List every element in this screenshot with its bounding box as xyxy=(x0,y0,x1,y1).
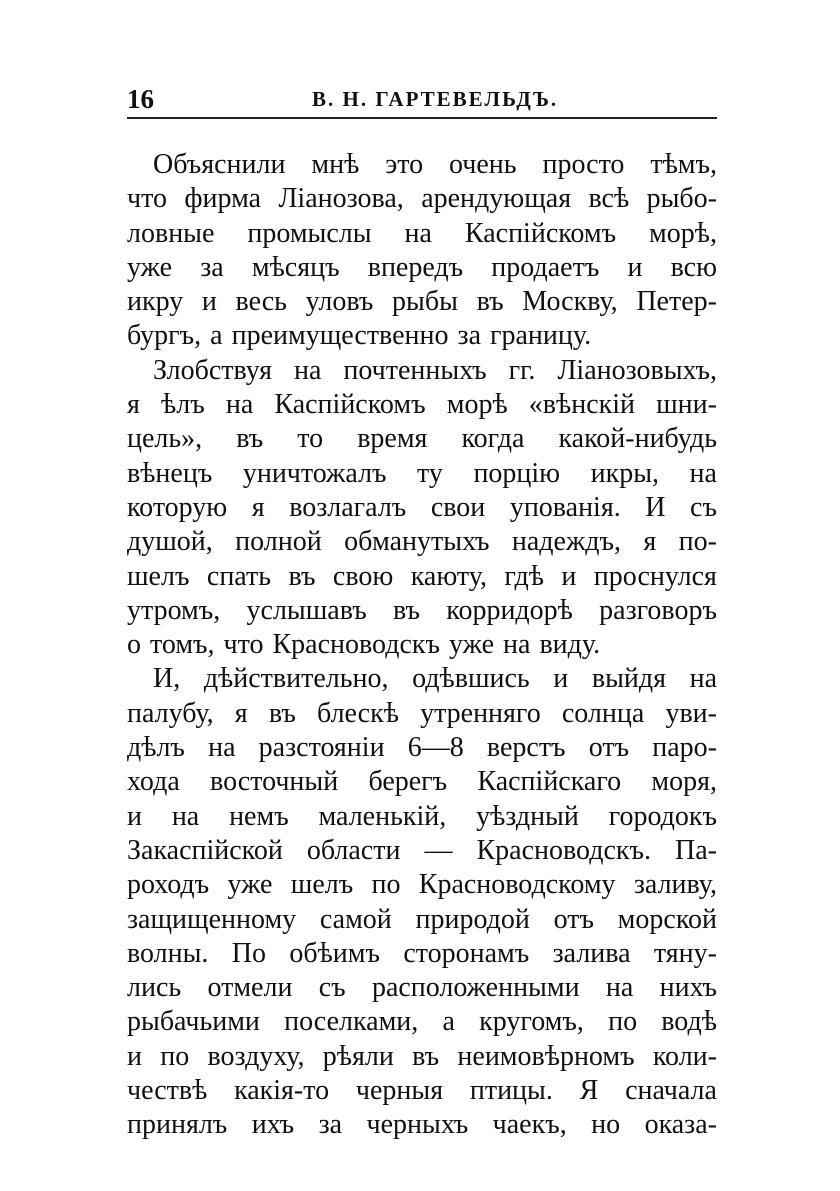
word: восточный xyxy=(210,766,339,798)
word: дѣлъ xyxy=(127,732,185,764)
word: оказа- xyxy=(644,1109,717,1141)
text-line xyxy=(127,319,717,353)
word: И xyxy=(645,491,666,523)
word: 6—8 xyxy=(407,732,464,764)
word: уви- xyxy=(665,697,717,729)
word: на xyxy=(294,354,322,386)
word: промыслы xyxy=(247,217,372,249)
word: впередъ xyxy=(367,251,464,283)
word: Объяснили xyxy=(153,149,286,180)
word: свои xyxy=(430,491,486,523)
word: на xyxy=(689,457,717,489)
text-line xyxy=(127,937,717,971)
word: въ xyxy=(412,1040,440,1072)
word: это xyxy=(385,149,424,180)
word: поселками, xyxy=(284,1006,419,1038)
text-line xyxy=(127,457,717,491)
word: ловные xyxy=(127,217,215,249)
page-number: 16 xyxy=(127,84,154,114)
text-line xyxy=(127,217,717,251)
word: сторонамъ xyxy=(403,937,530,969)
word: шелъ xyxy=(127,560,190,592)
word: по- xyxy=(678,526,717,558)
word: за xyxy=(318,1109,343,1141)
word: свою xyxy=(332,560,394,592)
word: морской xyxy=(617,903,717,935)
word: верстъ xyxy=(486,732,566,764)
word: возлагалъ xyxy=(289,491,407,523)
word: коли- xyxy=(652,1040,717,1072)
word: икры, xyxy=(590,457,660,489)
word: солнца xyxy=(561,697,645,729)
word: тѣмъ, xyxy=(650,149,717,180)
word: бургъ, xyxy=(127,320,202,352)
word: уничтожалъ xyxy=(242,457,387,489)
word: и xyxy=(201,286,217,318)
word: роходъ xyxy=(127,869,210,901)
word: Красноводскъ. xyxy=(476,834,651,866)
word: немъ xyxy=(229,800,289,832)
word: хода xyxy=(127,766,180,798)
word: и xyxy=(627,251,643,283)
word: арендующая xyxy=(421,183,572,215)
word: просто xyxy=(542,149,625,180)
word: каюту, xyxy=(410,560,487,592)
word: продаетъ xyxy=(491,251,600,283)
word: И, xyxy=(153,663,181,695)
word: Ліанозовыхъ, xyxy=(557,354,717,386)
word: черныхъ xyxy=(366,1109,469,1141)
word: но xyxy=(591,1109,621,1141)
word: природой xyxy=(415,903,530,935)
word: какія-то xyxy=(234,1075,330,1107)
text-line xyxy=(127,971,717,1005)
word: волны. xyxy=(127,937,209,969)
text-line xyxy=(127,251,717,285)
word: вѣнецъ xyxy=(127,457,213,489)
word: защищенному xyxy=(127,903,297,935)
word: моря, xyxy=(651,766,717,798)
word: рѣяли xyxy=(322,1040,394,1072)
word: упованія. xyxy=(509,491,621,523)
word: то xyxy=(297,423,324,455)
word: уѣздный xyxy=(476,800,579,832)
word: на xyxy=(171,800,200,832)
word: шни- xyxy=(656,389,717,421)
word: водѣ xyxy=(661,1006,717,1038)
text-line xyxy=(127,662,717,696)
word: порцію xyxy=(473,457,561,489)
word: одѣвшись xyxy=(412,663,530,695)
word: — xyxy=(424,834,453,866)
text-line xyxy=(127,525,717,559)
word: рыбачьими xyxy=(127,1006,260,1038)
word: мнѣ xyxy=(311,149,360,180)
running-title: В. Н. ГАРТЕВЕЛЬДЪ. xyxy=(312,87,559,111)
word: Красноводскъ xyxy=(272,629,440,661)
word: какой-нибудь xyxy=(558,423,717,455)
word: гдѣ xyxy=(504,560,544,592)
word: всѣ xyxy=(588,183,630,215)
word: дѣйствительно, xyxy=(203,663,389,695)
word: обманутыхъ xyxy=(344,526,490,558)
word: По xyxy=(231,937,267,969)
word: паро- xyxy=(652,732,717,764)
word: по xyxy=(160,1040,190,1072)
word: преимущественно xyxy=(231,320,449,352)
word: рыбо- xyxy=(646,183,717,215)
word: на xyxy=(225,389,254,421)
text-line xyxy=(127,834,717,868)
word: морѣ, xyxy=(649,217,717,249)
text-line xyxy=(127,628,717,662)
word: выйдя xyxy=(591,663,666,695)
word: и xyxy=(561,560,577,592)
word: цель», xyxy=(127,423,203,455)
word: Каспійскомъ xyxy=(274,389,426,421)
text-line xyxy=(127,594,717,628)
word: на xyxy=(404,217,432,249)
text-line xyxy=(127,491,717,525)
word: а xyxy=(210,320,223,352)
word: которую xyxy=(127,491,228,523)
word: черныя xyxy=(355,1075,444,1107)
text-line xyxy=(127,697,717,731)
text-line xyxy=(127,1040,717,1074)
word: спать xyxy=(206,560,272,592)
word: въ xyxy=(288,560,316,592)
word: съ xyxy=(318,972,346,1004)
word: весь xyxy=(235,286,287,318)
text-line xyxy=(127,182,717,216)
text-line xyxy=(127,1005,717,1039)
word: нихъ xyxy=(659,972,717,1004)
word: Злобствуя xyxy=(153,354,272,386)
word: Закаспійской xyxy=(127,834,283,866)
word: ту xyxy=(417,457,443,489)
word: Москву, xyxy=(522,286,618,318)
word: я xyxy=(251,491,265,523)
word: томъ, xyxy=(150,629,215,661)
word: Каспійскаго xyxy=(477,766,622,798)
word: лись xyxy=(127,972,182,1004)
text-line xyxy=(127,285,717,319)
word: берегъ xyxy=(368,766,448,798)
word: тяну- xyxy=(653,937,717,969)
word: Петер- xyxy=(636,286,717,318)
word: палубу, xyxy=(127,697,214,729)
word: Па- xyxy=(675,834,717,866)
word: Я xyxy=(579,1075,599,1107)
text-line xyxy=(127,560,717,594)
word: чаекъ, xyxy=(492,1109,567,1141)
word: расположенными xyxy=(371,972,580,1004)
word: уже xyxy=(448,629,495,661)
word: въ xyxy=(236,423,264,455)
word: самой xyxy=(319,903,392,935)
text-line xyxy=(127,354,717,388)
text-line xyxy=(127,800,717,834)
word: разговоръ xyxy=(599,594,717,626)
word: шелъ xyxy=(290,869,354,901)
word: области xyxy=(306,834,401,866)
word: я xyxy=(234,697,248,729)
word: Красноводскому xyxy=(418,869,616,901)
word: о xyxy=(127,629,141,661)
word: съ xyxy=(690,491,717,523)
text-line xyxy=(127,1108,717,1142)
word: душой, xyxy=(127,526,213,558)
word: и xyxy=(553,663,569,695)
body-text xyxy=(127,148,717,1143)
word: отъ xyxy=(588,732,630,764)
word: обѣимъ xyxy=(289,937,380,969)
word: надеждъ, xyxy=(511,526,622,558)
word: гг. xyxy=(508,354,536,386)
word: на xyxy=(503,629,531,661)
word: морѣ xyxy=(446,389,508,421)
word: залива xyxy=(552,937,631,969)
word: уже xyxy=(227,869,273,901)
word: въ xyxy=(476,286,504,318)
word: границу. xyxy=(490,320,592,352)
word: корридорѣ xyxy=(446,594,573,626)
word: и xyxy=(127,800,142,832)
text-line xyxy=(127,148,717,182)
word: отъ xyxy=(553,903,594,935)
word: полной xyxy=(235,526,322,558)
word: на xyxy=(689,663,717,695)
word: когда xyxy=(461,423,525,455)
word: въ xyxy=(392,594,420,626)
word: на xyxy=(605,972,634,1004)
word: «вѣнскій xyxy=(528,389,635,421)
text-line xyxy=(127,388,717,422)
word: Каспійскомъ xyxy=(464,217,617,249)
word: фирма xyxy=(184,183,262,215)
word: отмели xyxy=(207,972,293,1004)
word: услышавъ xyxy=(246,594,367,626)
word: ѣлъ xyxy=(161,389,205,421)
word: и xyxy=(127,1040,142,1072)
word: воздуху, xyxy=(207,1040,305,1072)
word: рыбы xyxy=(392,286,458,318)
word: а xyxy=(442,1006,455,1038)
word: время xyxy=(357,423,428,455)
word: чествѣ xyxy=(127,1075,208,1107)
word: за xyxy=(457,320,482,352)
word: очень xyxy=(449,149,517,180)
word: на xyxy=(208,732,236,764)
text-line xyxy=(127,868,717,902)
word: сначала xyxy=(625,1075,717,1107)
text-line xyxy=(127,731,717,765)
word: уже xyxy=(127,251,173,283)
word: уловъ xyxy=(305,286,374,318)
word: маленькій, xyxy=(318,800,447,832)
word: заливу, xyxy=(633,869,717,901)
word: Ліанозова, xyxy=(278,183,404,215)
word: разстояніи xyxy=(258,732,385,764)
word: птицы. xyxy=(469,1075,553,1107)
word: всю xyxy=(670,251,717,283)
word: кругомъ, xyxy=(479,1006,584,1038)
word: мѣсяцъ xyxy=(251,251,340,283)
word: неимовѣрномъ xyxy=(457,1040,635,1072)
word: принялъ xyxy=(127,1109,228,1141)
word: за xyxy=(200,251,224,283)
word: въ xyxy=(268,697,296,729)
word: икру xyxy=(127,286,184,318)
text-line xyxy=(127,1074,717,1108)
word: я xyxy=(643,526,657,558)
page-header xyxy=(127,82,717,116)
word: что xyxy=(223,629,264,661)
text-line xyxy=(127,422,717,456)
word: по xyxy=(608,1006,638,1038)
word: утренняго xyxy=(420,697,541,729)
word: что xyxy=(127,183,167,215)
word: я xyxy=(127,389,140,421)
header-rule xyxy=(127,117,717,119)
word: блескѣ xyxy=(317,697,399,729)
word: городокъ xyxy=(608,800,717,832)
word: виду. xyxy=(539,629,601,661)
word: почтенныхъ xyxy=(343,354,487,386)
word: утромъ, xyxy=(127,594,221,626)
word: ихъ xyxy=(251,1109,295,1141)
text-line xyxy=(127,903,717,937)
word: проснулся xyxy=(593,560,717,592)
text-line xyxy=(127,765,717,799)
word: по xyxy=(371,869,401,901)
